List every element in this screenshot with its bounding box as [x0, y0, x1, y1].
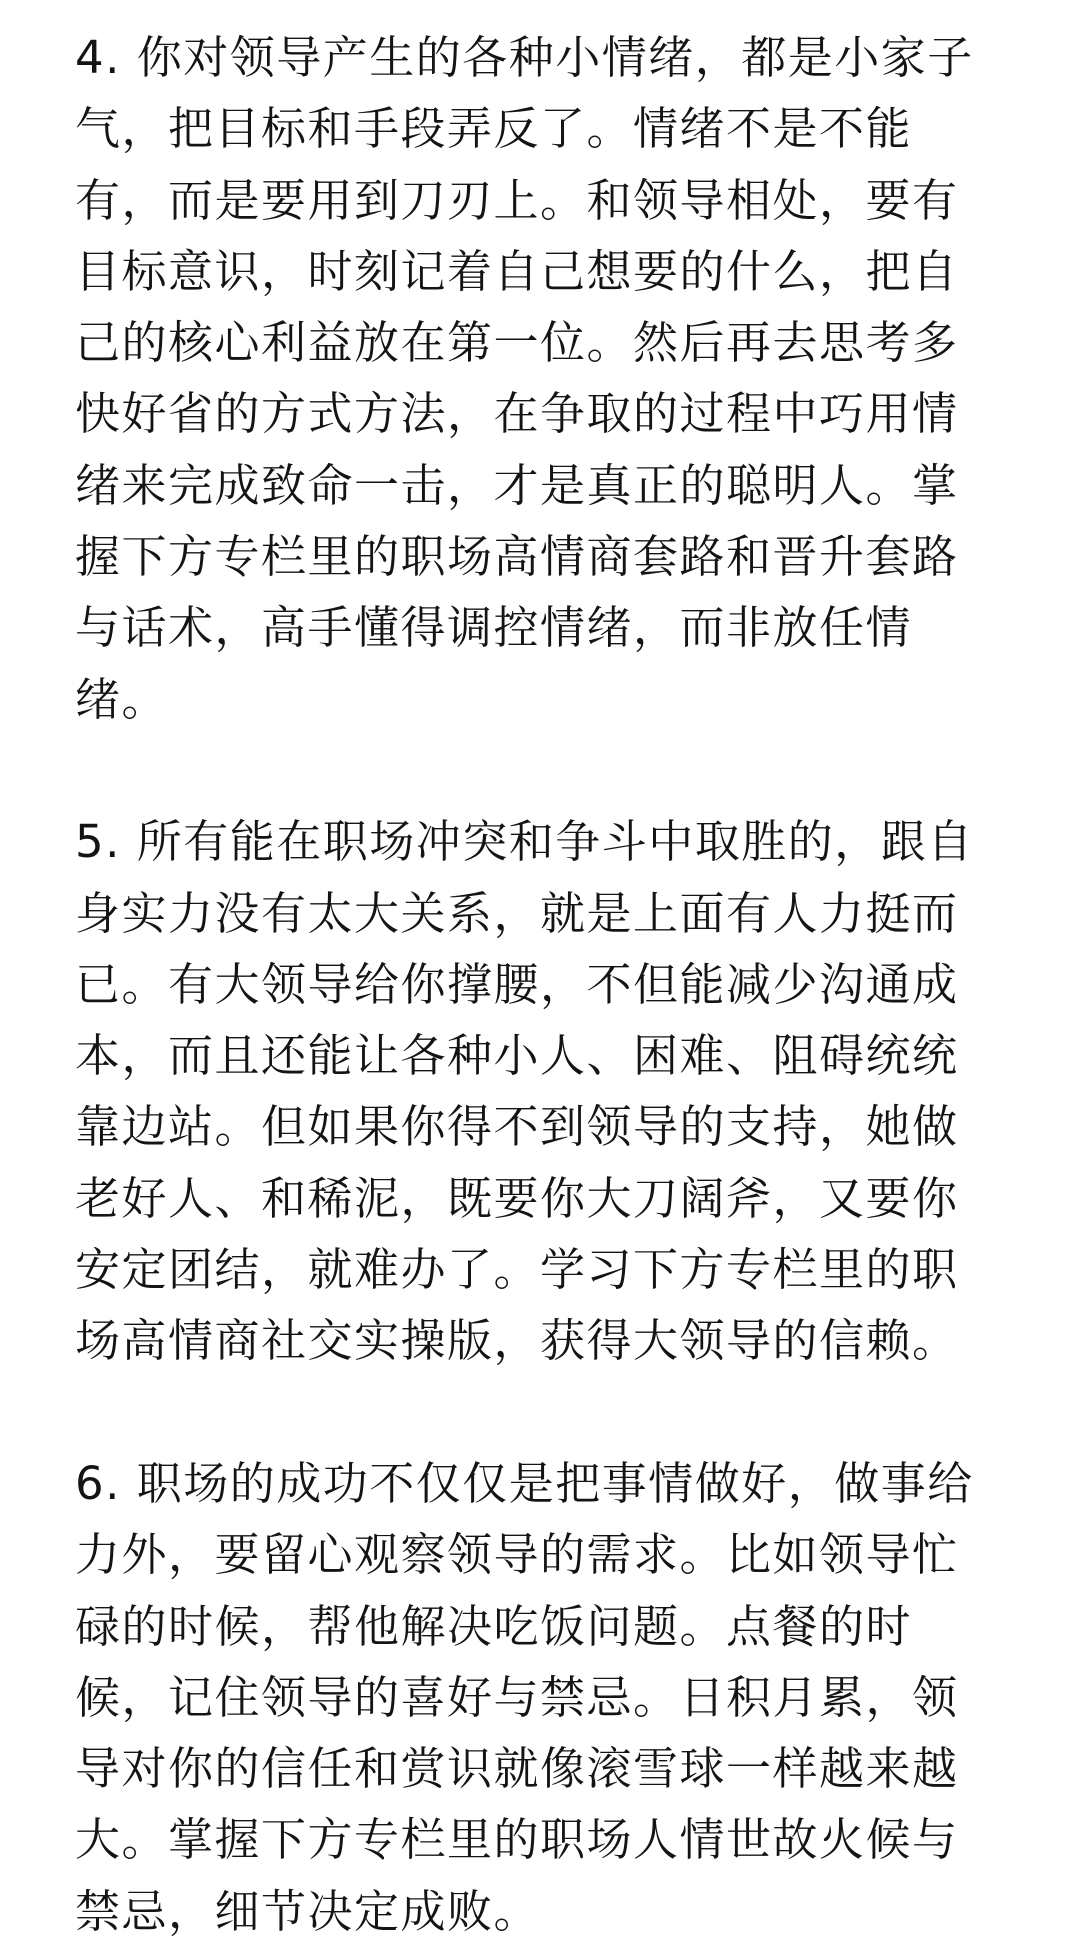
text-line: 绪来完成致命一击，才是真正的聪明人。掌: [75, 458, 959, 512]
text-line: 老好人、和稀泥，既要你大刀阔斧，又要你: [75, 1171, 959, 1225]
text-line: 绪。: [75, 672, 169, 726]
text-line: 气，把目标和手段弄反了。情绪不是不能: [75, 102, 913, 156]
text-line: 候，记住领导的喜好与禁忌。日积月累，领: [75, 1670, 959, 1724]
text-line: 己的核心利益放在第一位。然后再去思考多: [75, 316, 959, 370]
paragraph-4: [75, 22, 1005, 735]
text-line: 已。有大领导给你撑腰，不但能减少沟通成: [75, 957, 959, 1011]
text-line: 导对你的信任和赏识就像滚雪球一样越来越: [75, 1742, 959, 1796]
paragraph-spacer: [75, 735, 1005, 806]
text-line: 握下方专栏里的职场高情商套路和晋升套路: [75, 530, 959, 584]
text-line: 大。掌握下方专栏里的职场人情世故火候与: [75, 1813, 959, 1867]
text-line: 安定团结，就难办了。学习下方专栏里的职: [75, 1243, 959, 1297]
text-line: 碌的时候，帮他解决吃饭问题。点餐的时: [75, 1599, 913, 1653]
text-line: 有，而是要用到刀刃上。和领导相处，要有: [75, 173, 959, 227]
paragraph-5: [75, 806, 1005, 1376]
text-line: 身实力没有太大关系，就是上面有人力挺而: [75, 886, 959, 940]
text-line: 快好省的方式方法，在争取的过程中巧用情: [75, 387, 959, 441]
text-line: 本，而且还能让各种小人、困难、阻碍统统: [75, 1029, 959, 1083]
paragraph-spacer: [75, 1377, 1005, 1448]
paragraph-6: [75, 1448, 1005, 1947]
text-line: 6. 职场的成功不仅仅是把事情做好，做事给: [75, 1456, 974, 1510]
text-line: 5. 所有能在职场冲突和争斗中取胜的，跟自: [75, 815, 974, 869]
text-line: 禁忌，细节决定成败。: [75, 1884, 541, 1938]
text-line: 与话术，高手懂得调控情绪，而非放任情: [75, 601, 913, 655]
text-line: 靠边站。但如果你得不到领导的支持，她做: [75, 1100, 959, 1154]
text-line: 目标意识，时刻记着自己想要的什么，把自: [75, 244, 959, 298]
text-line: 4. 你对领导产生的各种小情绪，都是小家子: [75, 31, 974, 84]
text-line: 场高情商社交实操版，获得大领导的信赖。: [75, 1314, 959, 1368]
text-line: 力外，要留心观察领导的需求。比如领导忙: [75, 1528, 959, 1582]
